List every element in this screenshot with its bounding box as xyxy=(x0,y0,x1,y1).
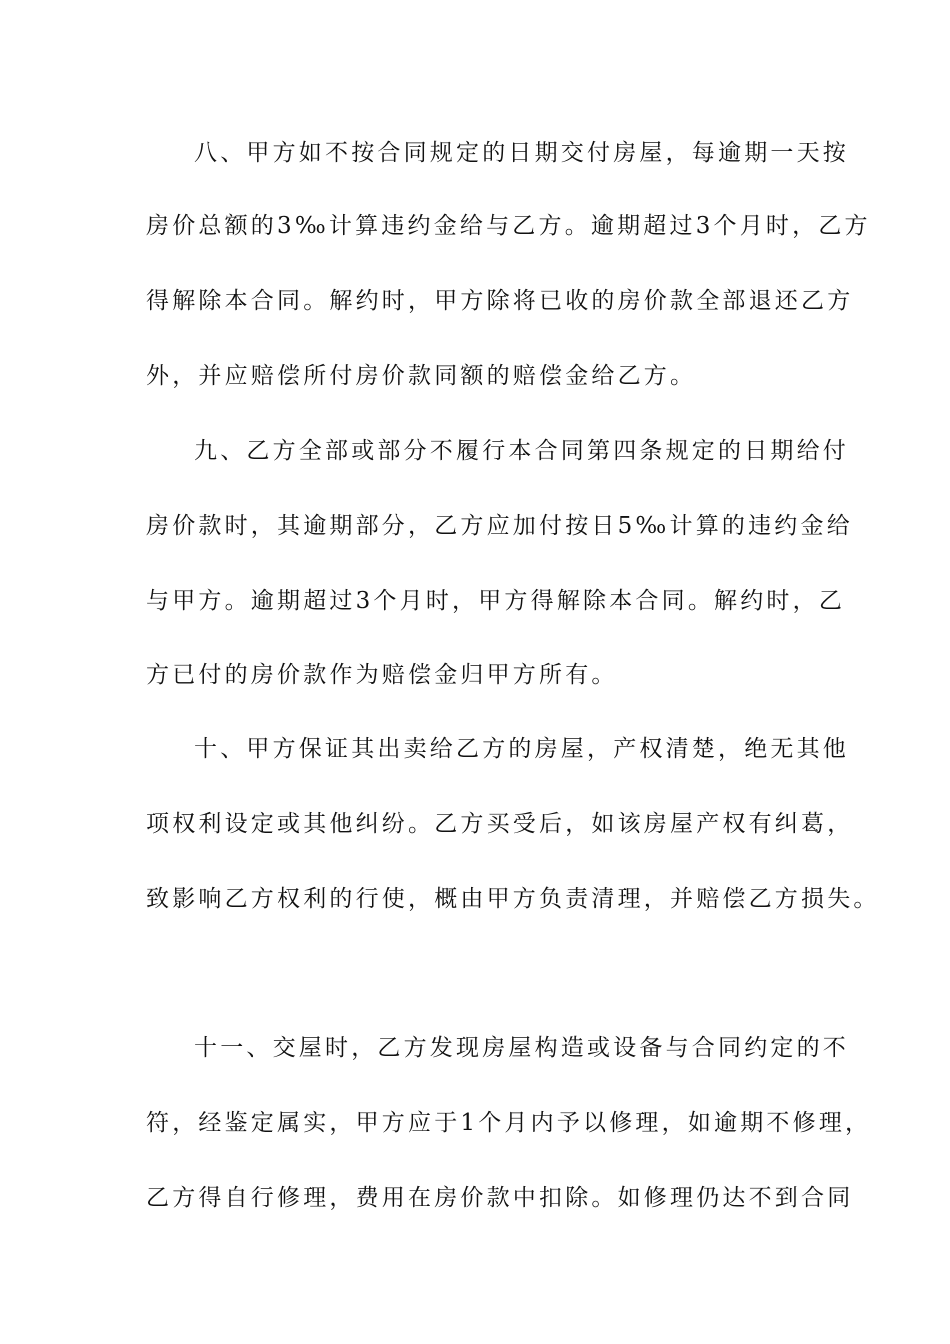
text-line: 致影响乙方权利的行使，概由甲方负责清理，并赔偿乙方损失。 xyxy=(146,886,880,912)
text-line: 十、甲方保证其出卖给乙方的房屋，产权清楚，绝无其他 xyxy=(194,736,849,762)
text-line: 项权利设定或其他纠纷。乙方买受后，如该房屋产权有纠葛， xyxy=(146,811,854,837)
text-line: 十一、交屋时，乙方发现房屋构造或设备与合同约定的不 xyxy=(194,1035,849,1061)
text-line: 乙方得自行修理，费用在房价款中扣除。如修理仍达不到合同 xyxy=(146,1185,854,1211)
text-line: 房价总额的3‰计算违约金给与乙方。逾期超过3个月时，乙方 xyxy=(146,213,871,239)
text-line: 得解除本合同。解约时，甲方除将已收的房价款全部退还乙方 xyxy=(146,288,854,314)
text-line: 九、乙方全部或部分不履行本合同第四条规定的日期给付 xyxy=(194,438,849,464)
text-line: 与甲方。逾期超过3个月时，甲方得解除本合同。解约时，乙 xyxy=(146,588,846,614)
text-line: 房价款时，其逾期部分，乙方应加付按日5‰计算的违约金给 xyxy=(146,513,853,539)
text-line: 符，经鉴定属实，甲方应于1个月内予以修理，如逾期不修理， xyxy=(146,1110,872,1136)
text-line: 方已付的房价款作为赔偿金归甲方所有。 xyxy=(146,662,618,688)
text-line: 八、甲方如不按合同规定的日期交付房屋，每逾期一天按 xyxy=(194,140,849,166)
text-line: 外，并应赔偿所付房价款同额的赔偿金给乙方。 xyxy=(146,363,697,389)
